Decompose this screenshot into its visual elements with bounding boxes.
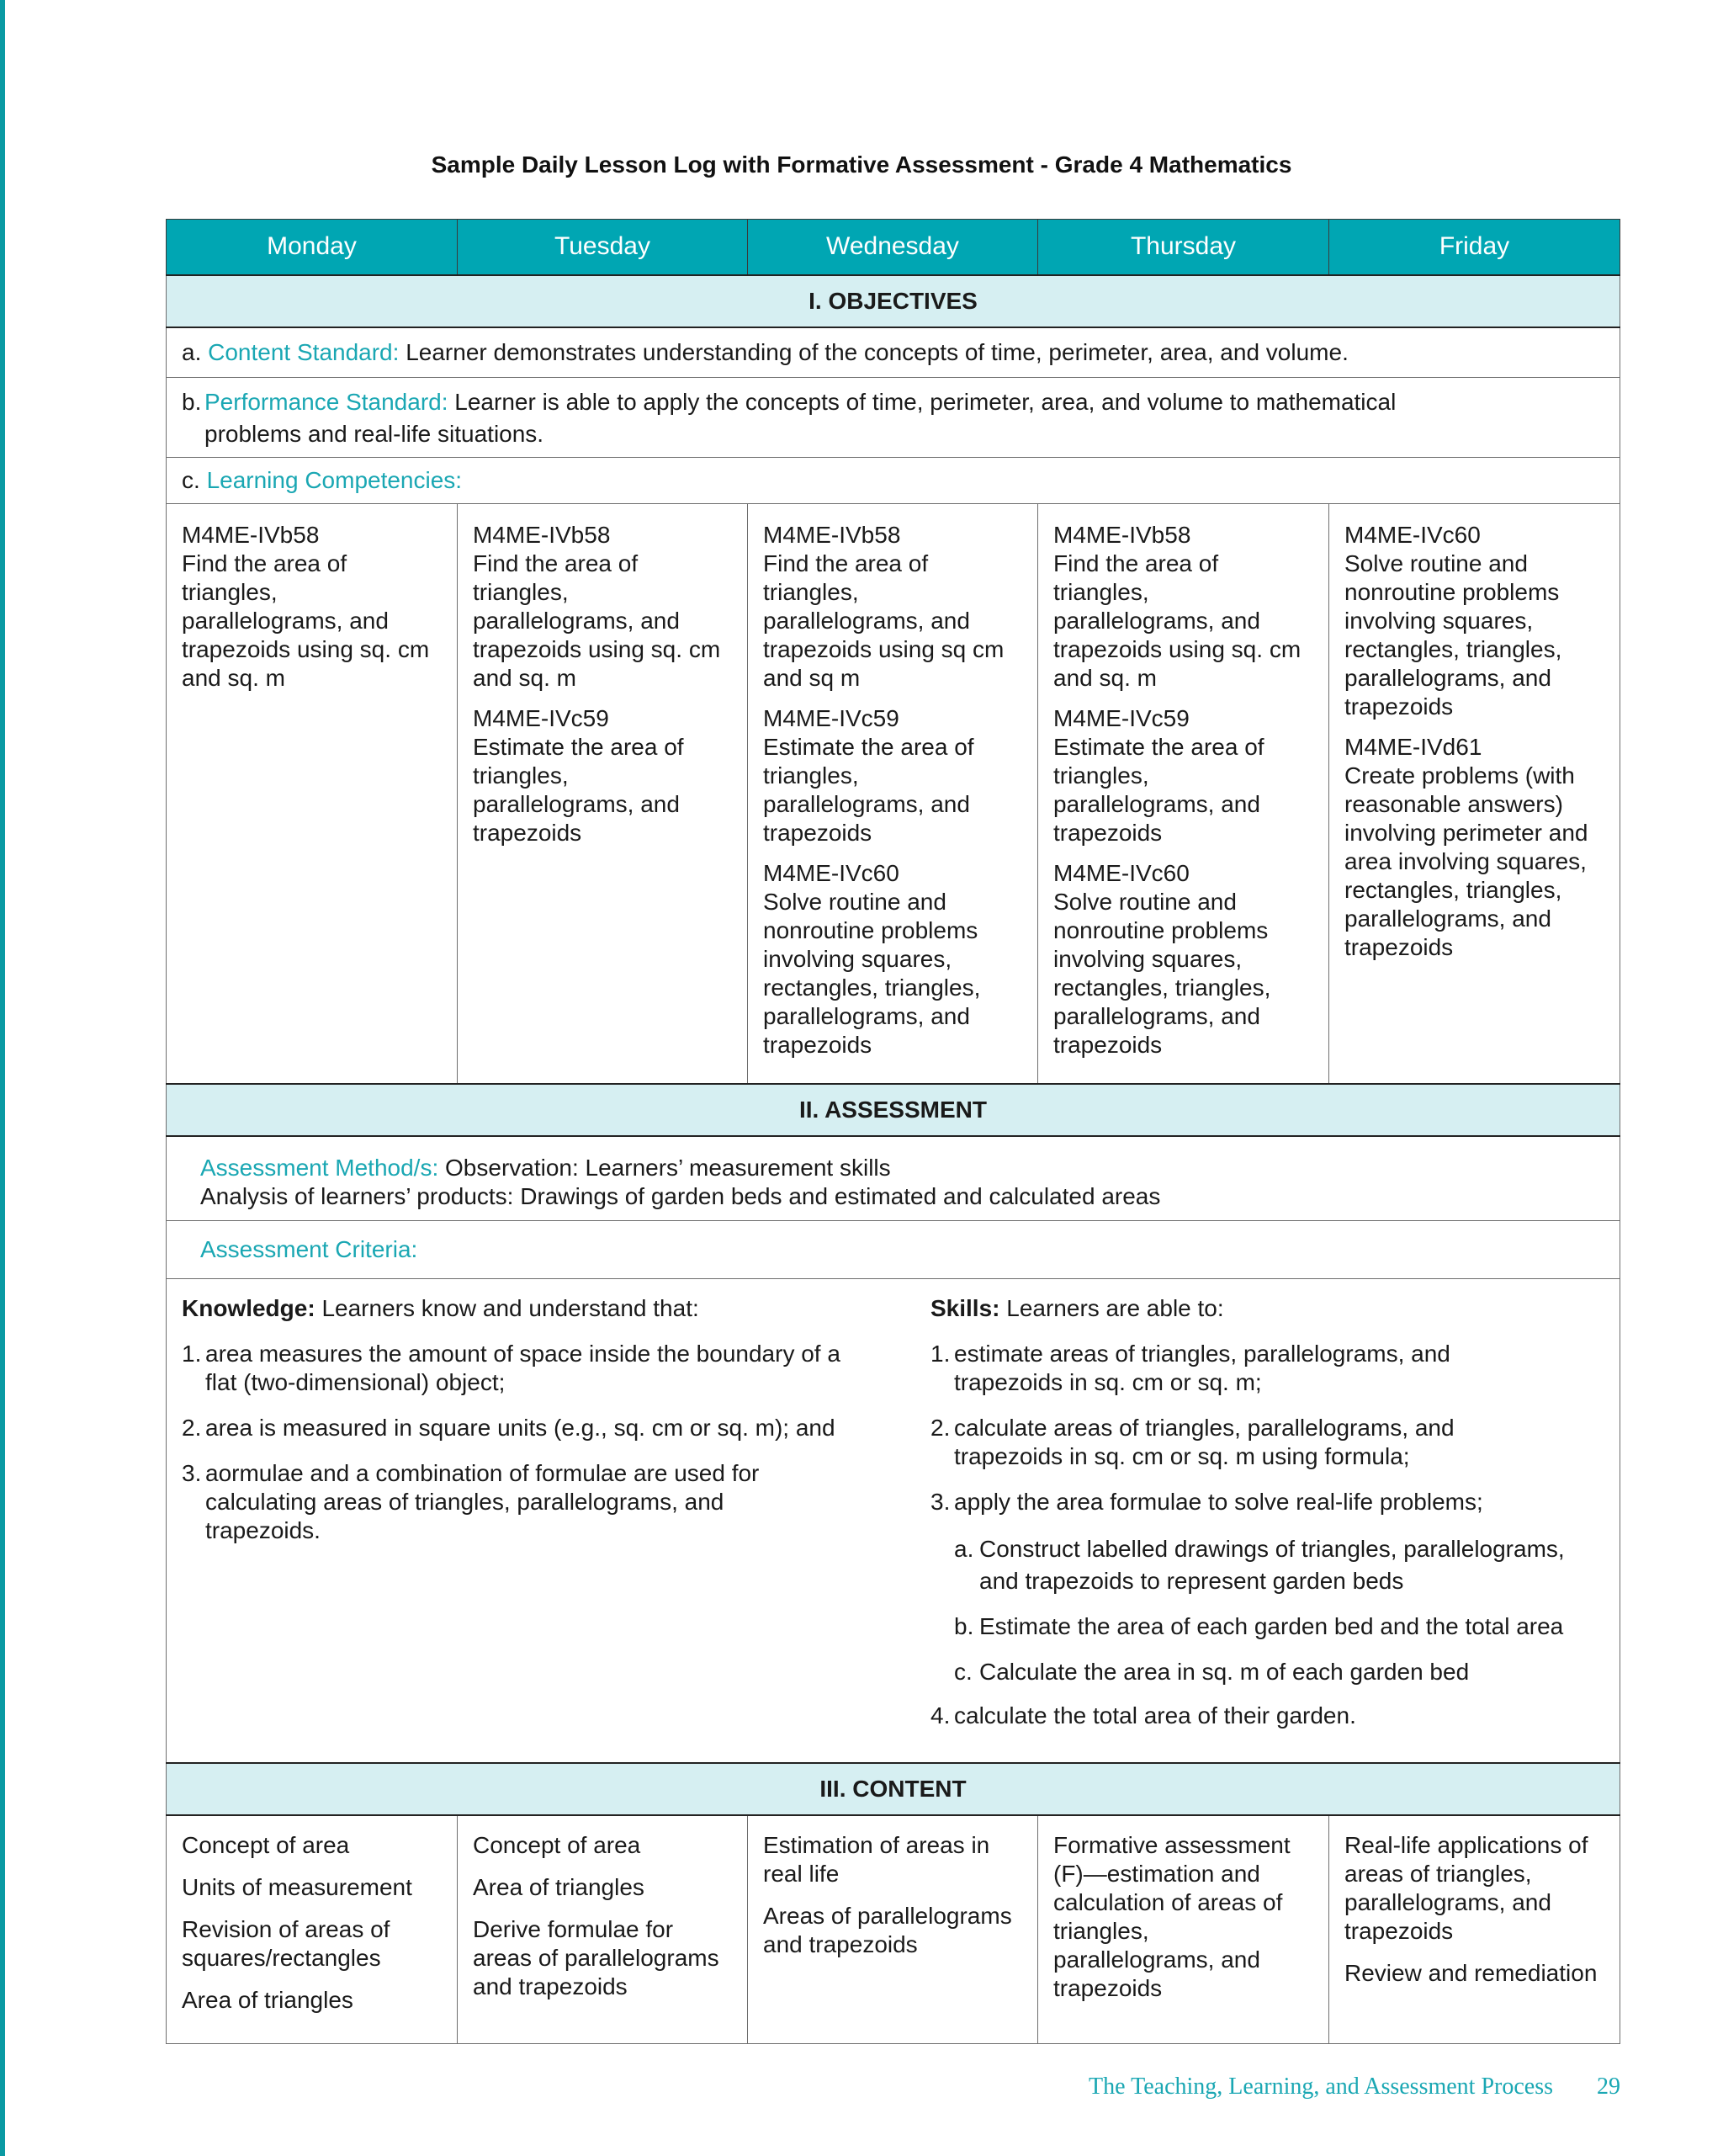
assessment-criteria-label: Assessment Criteria: [200, 1235, 418, 1262]
content-standard-letter: a. [182, 338, 202, 365]
objectives-heading: I. OBJECTIVES [167, 275, 1620, 327]
day-tuesday: Tuesday [458, 220, 748, 275]
competency-code: M4ME-IVc59 [1053, 704, 1190, 731]
knowledge-label: Knowledge: [182, 1294, 315, 1321]
content-item: Areas of parallelograms and trapezoids [763, 1902, 1012, 1957]
competencies-thursday [1038, 503, 1329, 1084]
day-wednesday: Wednesday [748, 220, 1038, 275]
content-item: Units of measurement [182, 1873, 412, 1900]
competency-code: M4ME-IVb58 [473, 521, 611, 548]
content-standard-row [167, 327, 1620, 378]
performance-standard-text-cont: problems and real-life situations. [204, 420, 544, 447]
content-heading: III. CONTENT [167, 1763, 1620, 1815]
page-number: 29 [1597, 2074, 1620, 2100]
content-item: Derive formulae for areas of parallelograms and trapezoids [473, 1915, 719, 1999]
content-item: Concept of area [182, 1831, 350, 1858]
learning-competencies-letter: c. [182, 466, 200, 493]
sub-list-item: c. Calculate the area in sq. m of each garden bed [954, 1658, 1470, 1685]
competency-code: M4ME-IVc59 [763, 704, 899, 731]
content-monday [167, 1815, 458, 2044]
skills-intro: Learners are able to: [1006, 1294, 1224, 1321]
day-thursday: Thursday [1038, 220, 1329, 275]
competencies-monday [167, 503, 458, 1084]
list-item: 4. calculate the total area of their garden. [930, 1702, 1356, 1729]
content-tuesday [458, 1815, 748, 2044]
assessment-method-row [167, 1136, 1620, 1220]
assessment-heading: II. ASSESSMENT [167, 1084, 1620, 1136]
content-friday [1329, 1815, 1620, 2044]
competencies-friday [1329, 503, 1620, 1084]
competency-text: Create problems (with reasonable answers) involving perimeter and area involving squares, rectangles, triangles, parallelograms, and trapezoids [1344, 762, 1588, 960]
content-item: Estimation of areas in real life [763, 1831, 990, 1887]
competencies-row [167, 503, 1620, 1084]
competency-text: Solve routine and nonroutine problems involving squares, rectangles, triangles, parallelograms, and trapezoids [763, 888, 981, 1058]
content-row [167, 1815, 1620, 2044]
content-heading-row [167, 1763, 1620, 1815]
sub-list-item: b. Estimate the area of each garden bed and the total area [954, 1612, 1564, 1639]
list-item: 3. aormulae and a combination of formulae are used for calculating areas of triangles, parallelograms, and trapezoids. [182, 1459, 760, 1543]
content-item: Formative assessment (F)—estimation and calculation of areas of triangles, parallelograms, and trapezoids [1053, 1831, 1291, 2001]
competency-code: M4ME-IVb58 [763, 521, 901, 548]
competency-text: Find the area of triangles, parallelograms, and trapezoids using sq. cm and sq. m [1053, 550, 1302, 691]
content-item: Real-life applications of areas of triangles, parallelograms, and trapezoids [1344, 1831, 1588, 1944]
objectives-heading-row [167, 275, 1620, 327]
content-item: Review and remediation [1344, 1959, 1598, 1986]
page-title: Sample Daily Lesson Log with Formative Assessment - Grade 4 Mathematics [431, 151, 1292, 178]
assessment-method-text-2: Analysis of learners’ products: Drawings of garden beds and estimated and calculated areas [200, 1183, 1161, 1209]
competency-text: Solve routine and nonroutine problems involving squares, rectangles, triangles, parallelograms, and trapezoids [1344, 550, 1562, 720]
list-item: 2. area is measured in square units (e.g., sq. cm or sq. m); and [182, 1414, 835, 1441]
lesson-log-table [166, 219, 1620, 2044]
list-item: 2. calculate areas of triangles, parallelograms, and trapezoids in sq. cm or sq. m using formula; [930, 1414, 1455, 1469]
knowledge-intro: Learners know and understand that: [321, 1294, 699, 1321]
assessment-method-label: Assessment Method/s: [200, 1155, 439, 1181]
performance-standard-text: Learner is able to apply the concepts of time, perimeter, area, and volume to mathematical [454, 388, 1397, 415]
page-footer [1089, 2074, 1620, 2100]
content-item: Area of triangles [182, 1986, 353, 2013]
competencies-tuesday [458, 503, 748, 1084]
learning-competencies-row [167, 457, 1620, 503]
page-edge-bar [0, 0, 5, 2156]
competency-code: M4ME-IVc60 [1344, 521, 1481, 548]
competency-code: M4ME-IVc59 [473, 704, 609, 731]
performance-standard-letter: b. [182, 388, 202, 415]
competency-text: Estimate the area of triangles, parallelograms, and trapezoids [473, 733, 684, 846]
knowledge-column [182, 1294, 930, 1562]
competency-code: M4ME-IVb58 [182, 521, 320, 548]
learning-competencies-label: Learning Competencies: [206, 466, 463, 493]
content-standard-text: Learner demonstrates understanding of the concepts of time, perimeter, area, and volume. [406, 338, 1349, 365]
content-item: Revision of areas of squares/rectangles [182, 1915, 390, 1971]
day-friday: Friday [1329, 220, 1620, 275]
competency-code: M4ME-IVc60 [763, 859, 899, 886]
content-item: Concept of area [473, 1831, 641, 1858]
content-wednesday [748, 1815, 1038, 2044]
assessment-heading-row [167, 1084, 1620, 1136]
content-thursday [1038, 1815, 1329, 2044]
competency-text: Solve routine and nonroutine problems involving squares, rectangles, triangles, parallelograms, and trapezoids [1053, 888, 1271, 1058]
content-standard-label: Content Standard: [208, 338, 400, 365]
content-item: Area of triangles [473, 1873, 644, 1900]
list-item: 1. area measures the amount of space inside the boundary of a flat (two-dimensional) object; [182, 1340, 840, 1395]
competencies-wednesday [748, 503, 1038, 1084]
knowledge-skills-row [167, 1278, 1620, 1763]
competency-text: Find the area of triangles, parallelograms, and trapezoids using sq. cm and sq. m [473, 550, 721, 691]
competency-code: M4ME-IVc60 [1053, 859, 1190, 886]
list-item: 1. estimate areas of triangles, parallelograms, and trapezoids in sq. cm or sq. m; [930, 1340, 1450, 1395]
performance-standard-label: Performance Standard: [204, 388, 448, 415]
day-monday: Monday [167, 220, 458, 275]
competency-text: Estimate the area of triangles, parallelograms, and trapezoids [763, 733, 974, 846]
footer-text: The Teaching, Learning, and Assessment Process [1089, 2074, 1553, 2100]
performance-standard-row [167, 377, 1620, 457]
skills-column [930, 1294, 1604, 1747]
competency-text: Find the area of triangles, parallelograms, and trapezoids using sq cm and sq m [763, 550, 1005, 691]
assessment-method-text: Observation: Learners’ measurement skills [445, 1155, 891, 1181]
day-header-row [167, 220, 1620, 275]
list-item: 3. apply the area formulae to solve real-life problems; [930, 1488, 1483, 1515]
competency-code: M4ME-IVb58 [1053, 521, 1191, 548]
competency-text: Find the area of triangles, parallelograms, and trapezoids using sq. cm and sq. m [182, 550, 430, 691]
assessment-criteria-row [167, 1220, 1620, 1278]
competency-code: M4ME-IVd61 [1344, 733, 1482, 760]
sub-list-item: a. Construct labelled drawings of triangles, parallelograms, and trapezoids to represent garden beds [954, 1535, 1565, 1594]
competency-text: Estimate the area of triangles, parallelograms, and trapezoids [1053, 733, 1264, 846]
skills-label: Skills: [930, 1294, 1000, 1321]
